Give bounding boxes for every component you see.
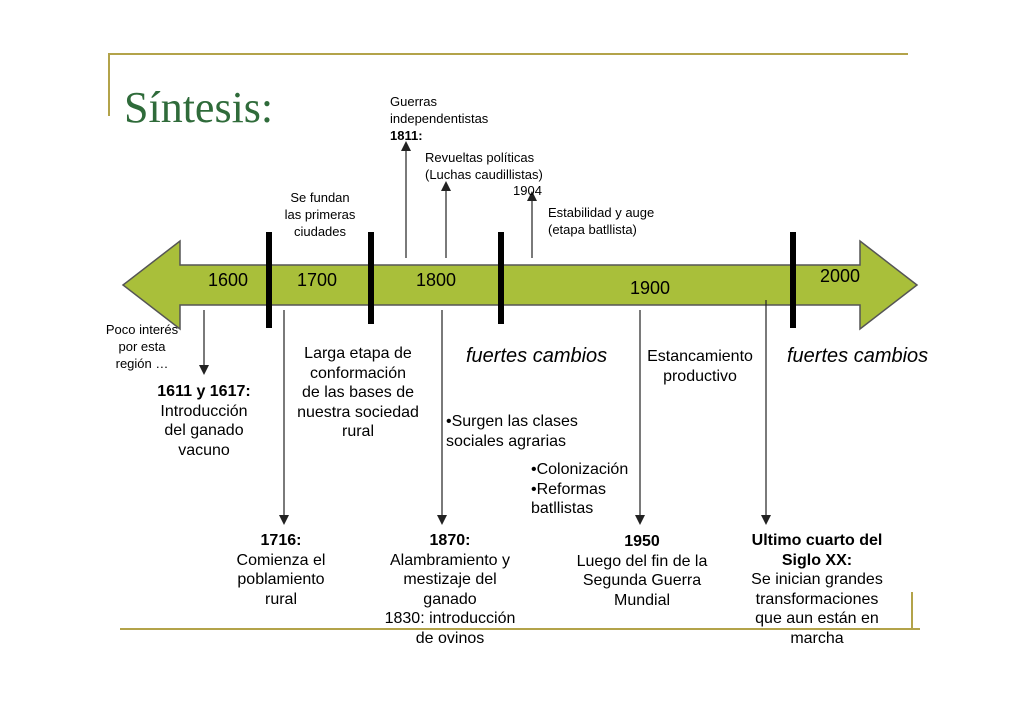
note-poco-interes: Poco interés por esta región … — [105, 322, 179, 371]
fuertes-cambios-2: fuertes cambios — [787, 345, 929, 367]
divider-1600-1700 — [266, 232, 272, 328]
divider-1900-2000 — [790, 232, 796, 328]
divider-1800-1900 — [498, 232, 504, 324]
note-guerras-line1: Guerras — [390, 94, 437, 109]
bottom-1716: 1716: Comienza el poblamiento rural — [236, 532, 326, 608]
event-larga-etapa: Larga etapa de conformación de las bases de nuestra sociedad rural — [297, 345, 419, 441]
note-estabilidad-line2: (etapa batllista) — [548, 222, 637, 237]
event-colonizacion: •Colonización •Reformas batllistas — [531, 461, 629, 518]
note-guerras-line2: independentistas — [390, 111, 489, 126]
bottom-1950: 1950 Luego del fin de la Segunda Guerra Mundial — [576, 533, 708, 609]
year-label-1800: 1800 — [416, 270, 457, 290]
note-1904: 1904 — [513, 183, 542, 198]
note-estabilidad-line1: Estabilidad y auge — [548, 205, 655, 220]
year-label-1600: 1600 — [208, 270, 249, 290]
note-fundan: Se fundan las primeras ciudades — [284, 190, 356, 239]
event-1611: 1611 y 1617: Introducción del ganado vacuno — [157, 383, 251, 459]
note-guerras-year: 1811: — [390, 128, 423, 143]
bottom-1870: 1870: Alambramiento y mestizaje del ganado 1830: introducción de ovinos — [384, 532, 516, 647]
year-label-1900: 1900 — [630, 278, 671, 298]
event-estancamiento: Estancamiento productivo — [647, 348, 753, 385]
divider-1700-1800 — [368, 232, 374, 324]
slide-title: Síntesis: — [124, 83, 274, 132]
year-label-1700: 1700 — [297, 270, 338, 290]
bottom-siglo-xx: Ultimo cuarto del Siglo XX: Se inician grandes transformaciones que aun están en marcha — [751, 532, 883, 647]
note-revueltas-line1: Revueltas políticas — [425, 150, 535, 165]
event-surgen-clases: •Surgen las clases sociales agrarias — [446, 413, 578, 450]
note-revueltas-line2: (Luchas caudillistas) — [425, 167, 543, 182]
fuertes-cambios-1: fuertes cambios — [466, 345, 608, 367]
year-label-2000: 2000 — [820, 266, 861, 286]
